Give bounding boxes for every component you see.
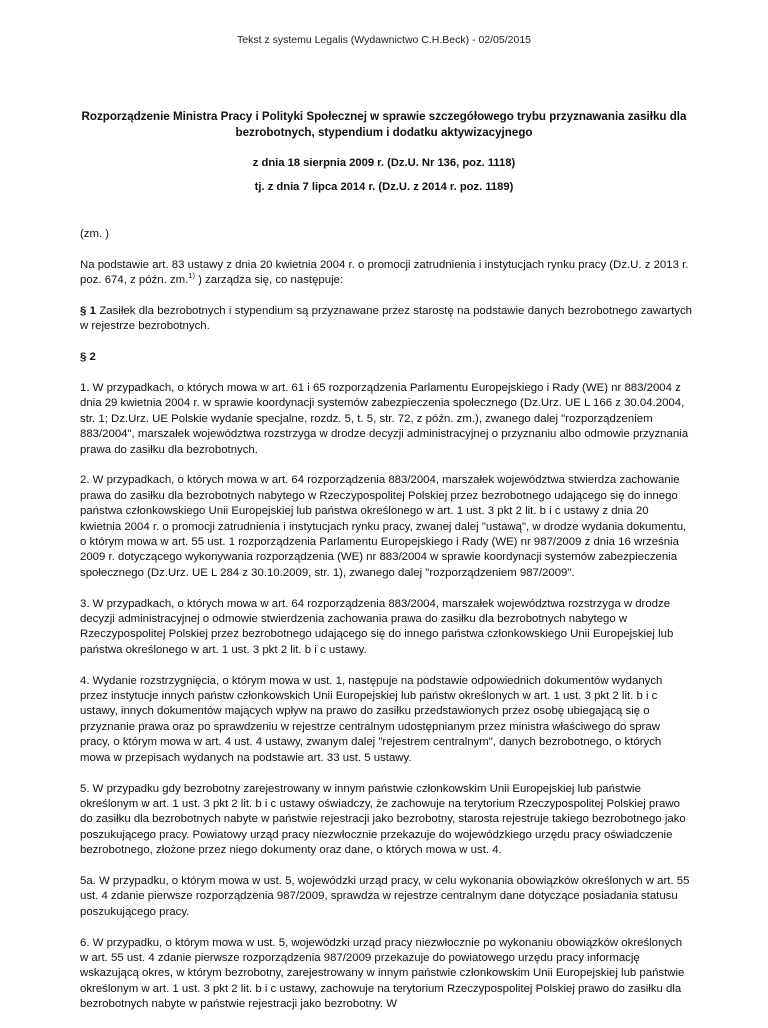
- regulation-title: Rozporządzenie Ministra Pracy i Polityki Społecznej w sprawie szczegółowego trybu przyznawania zasiłku dla bezrobotnych, stypendium i dodatku aktywizacyjnego: [81, 110, 687, 139]
- section-2-mark: § 2: [80, 351, 96, 364]
- section-2-paragraph-6: 6. W przypadku, o którym mowa w ust. 5, wojewódzki urząd pracy niezwłocznie po wykonaniu obowiązków określonych w art. 55 ust. 4 zdanie pierwsze rozporządzenia 987/2009 przekazuje do powiatowego urzędu pracy informację wskazującą okres, w którym bezrobotny, zarejestrowany w innym państwie członkowskim Unii Europejskiej lub państwie określonym w art. 1 ust. 3 pkt 2 lit. b i c ustawy, zachowuje na terytorium Rzeczypospolitej Polskiej prawo do zasiłku dla bezrobotnych nabyte w państwie rejestracji jako bezrobotny. W: [80, 936, 685, 1011]
- section-2-paragraph-3: 3. W przypadkach, o których mowa w art. 64 rozporządzenia 883/2004, marszałek województwa rozstrzyga w drodze decyzji administracyjnej o odmowie stwierdzenia zachowania prawa do zasiłku dla bezrobotnych nabytego w Rzeczypospolitej Polskiej przez bezrobotnego udającego się do innego państwa członkowskiego Unii Europejskiej lub państwa określonego w art. 1 ust. 3 pkt 2 lit. b i c ustawy.: [80, 597, 674, 656]
- preamble-text: Na podstawie art. 83 ustawy z dnia 20 kwietnia 2004 r. o promocji zatrudnienia i instytucjach rynku pracy (Dz.U. z 2013 r. poz. 674, z późn. zm.: [80, 258, 689, 287]
- section-2-paragraph-1: 1. W przypadkach, o których mowa w art. 61 i 65 rozporządzenia Parlamentu Europejskiego i Rady (WE) nr 883/2004 z dnia 29 kwietnia 2004 r. w sprawie koordynacji systemów zabezpieczenia społecznego (Dz.Urz. UE L 166 z 30.04.2004, str. 1; Dz.Urz. UE Polskie wydanie specjalne, rozdz. 5, t. 5, str. 72, z późn. zm.), zwanego dalej "rozporządzeniem 883/2004", marszałek województwa rozstrzyga w drodze decyzji administracyjnej o przyznaniu albo odmowie przyznania prawa do zasiłku dla bezrobotnych.: [80, 382, 689, 456]
- section-1: [80, 304, 692, 335]
- section-2-paragraph-2: 2. W przypadkach, o których mowa w art. 64 rozporządzenia 883/2004, marszałek województwa stwierdza zachowanie prawa do zasiłku dla bezrobotnych nabytego w Rzeczypospolitej Polskiej przez bezrobotnego udającego się do innego państwa członkowskiego Unii Europejskiej lub państwa określonego w art. 1 ust. 3 pkt 2 lit. b i c ustawy z dnia 20 kwietnia 2004 r. o promocji zatrudnienia i instytucjach rynku pracy, zwanej dalej "ustawą", w drodze wydania dokumentu, o którym mowa w art. 55 ust. 1 rozporządzenia Parlamentu Europejskiego i Rady (WE) nr 987/2009 z dnia 16 września 2009 r. dotyczącego wykonywania rozporządzenia (WE) nr 883/2004 w sprawie koordynacji systemów zabezpieczenia społecznego (Dz.Urz. UE L 284 z 30.10.2009, str. 1), zwanego dalej "rozporządzeniem 987/2009".: [80, 474, 687, 579]
- footnote-reference[interactable]: 1): [188, 271, 195, 281]
- running-header: Tekst z systemu Legalis (Wydawnictwo C.H.Beck) - 02/05/2015: [236, 34, 532, 46]
- amendments-note: (zm. ): [80, 228, 110, 240]
- issue-date-line: z dnia 18 sierpnia 2009 r. (Dz.U. Nr 136, poz. 1118): [252, 157, 516, 169]
- section-2-paragraph-4: 4. Wydanie rozstrzygnięcia, o którym mowa w ust. 1, następuje na podstawie odpowiednich dokumentów wydanych przez instytucje innych państw członkowskich Unii Europejskiej lub państw określonych w art. 1 ust. 3 pkt 2 lit. b i c ustawy, innych dokumentów mających wpływ na prawo do zasiłku przedstawionych przez osobę ubiegającą się o przyznanie prawa oraz po sprawdzeniu w rejestrze centralnym udostępnianym przez ministra właściwego do spraw pracy, o którym mowa w art. 4 ust. 4 ustawy, zwanym dalej "rejestrem centralnym", danych bezrobotnego, o których mowa w przepisach wydanych na podstawie art. 33 ust. 5 ustawy.: [80, 674, 663, 764]
- preamble-text-end: ) zarządza się, co następuje:: [194, 274, 344, 287]
- section-2-paragraph-5: 5. W przypadku gdy bezrobotny zarejestrowany w innym państwie członkowskim Unii Europejskiej lub państwie określonym w art. 1 ust. 3 pkt 2 lit. b i c ustawy oświadczy, że zachowuje na terytorium Rzeczypospolitej Polskiej prawo do zasiłku dla bezrobotnych nabyte w państwie rejestracji jako bezrobotny, starosta rejestruje takiego bezrobotnego jako poszukującego pracy. Powiatowy urząd pracy niezwłocznie przekazuje do wojewódzkiego urzędu pracy oświadczenie bezrobotnego, złożone przez niego dokumenty oraz dane, o których mowa w ust. 4.: [80, 782, 686, 857]
- consolidated-text-line: tj. z dnia 7 lipca 2014 r. (Dz.U. z 2014 r. poz. 1189): [254, 181, 514, 193]
- section-1-mark: § 1: [80, 305, 96, 317]
- section-1-text: Zasiłek dla bezrobotnych i stypendium są przyznawane przez starostę na podstawie danych bezrobotnego zawartych w rejestrze bezrobotnych.: [80, 305, 693, 333]
- document-body: [80, 227, 692, 1028]
- section-2-paragraph-5a: 5a. W przypadku, o którym mowa w ust. 5, wojewódzki urząd pracy, w celu wykonania obowiązków określonych w art. 55 ust. 4 zdanie pierwsze rozporządzenia 987/2009, sprawdza w rejestrze centralnym dane dotyczące posiadania statusu poszukującego pracy.: [80, 874, 690, 918]
- preamble: [80, 258, 692, 289]
